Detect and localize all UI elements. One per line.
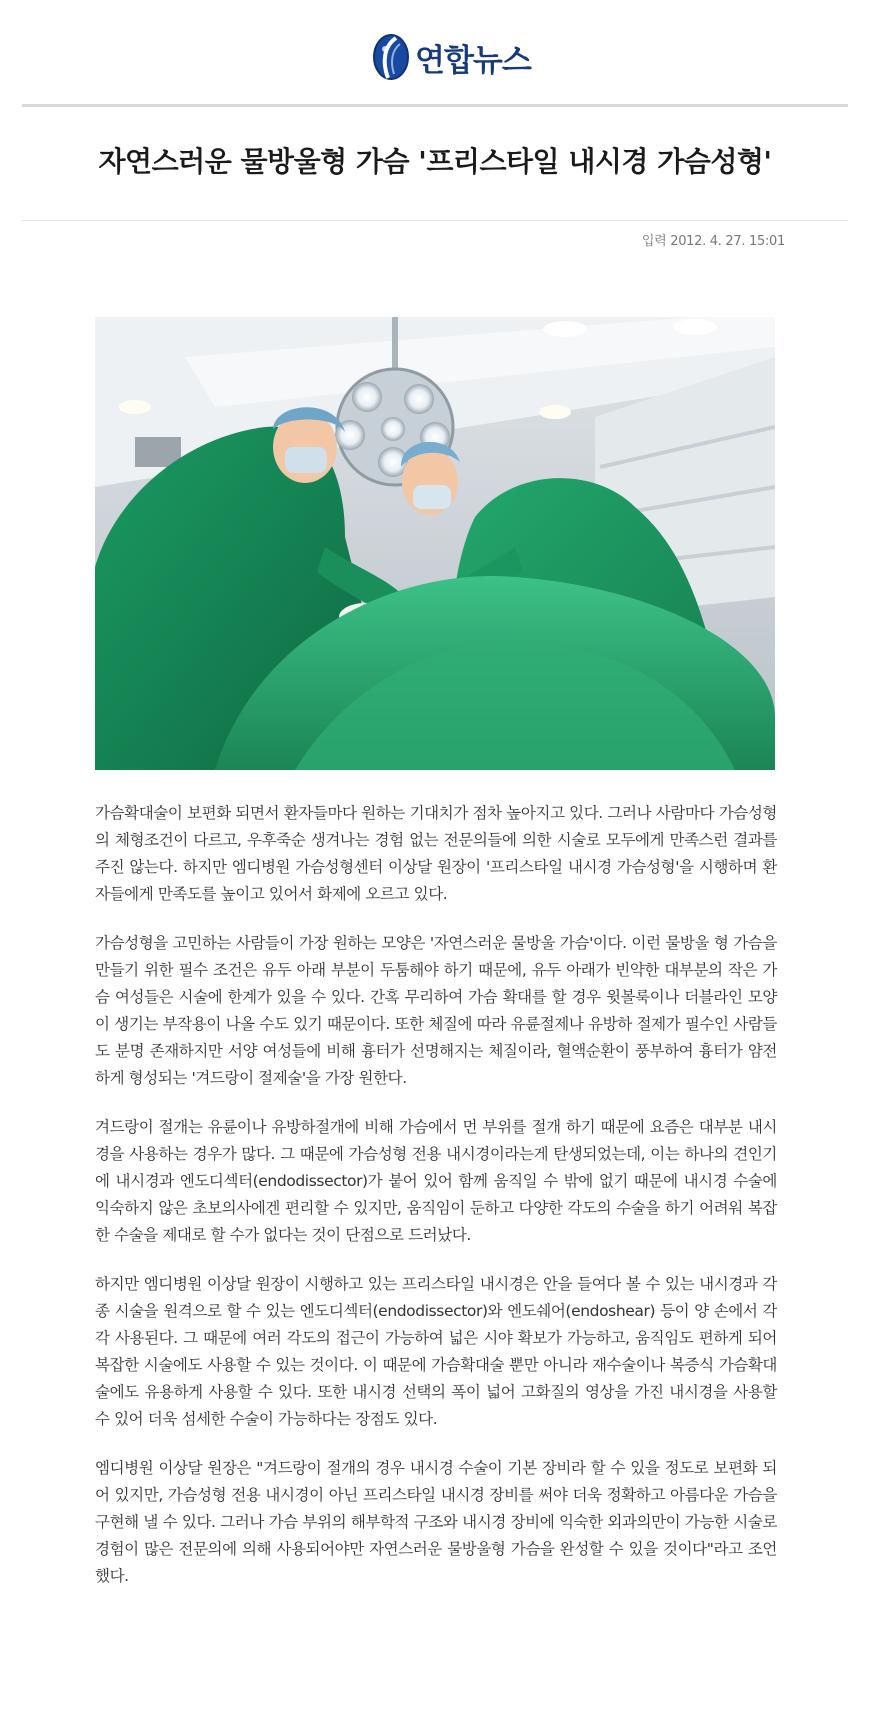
published-date: 입력 2012. 4. 27. 15:01 (641, 234, 785, 249)
yonhap-logo[interactable] (370, 32, 531, 82)
article-paragraph: 겨드랑이 절개는 유륜이나 유방하절개에 비해 가슴에서 먼 부위를 절개 하기 때문에 요즘은 대부분 내시경을 사용하는 경우가 많다. 그 때문에 가슴성형 전용 내시경이라는게 탄생되었는데, 이는 하나의 견인기에 내시경과 엔도디섹터(endodissector)가 붙어 있어 함께 움직일 수 밖에 없기 때문에 내시경 수술에 익숙하지 않은 초보의사에겐 편리할 수 있지만, 움직임이 둔하고 다양한 각도의 수술을 하기 어려워 복잡한 수술을 제대로 할 수가 없다는 것이 단점으로 드러났다. (95, 1118, 777, 1244)
logo-wordmark: 연합뉴스 (415, 42, 531, 79)
masthead-divider (22, 104, 848, 107)
headline-divider (22, 220, 848, 221)
article-photo[interactable] (95, 317, 775, 770)
article-paragraph: 하지만 엠디병원 이상달 원장이 시행하고 있는 프리스타일 내시경은 안을 들여다 볼 수 있는 내시경과 각종 시술을 원격으로 할 수 있는 엔도디섹터(endodissector)와 엔도쉐어(endoshear) 등이 양 손에서 각각 사용된다. 그 때문에 여러 각도의 접근이 가능하여 넓은 시야 확보가 가능하고, 움직임도 편하게 되어 복잡한 시술에도 사용할 수 있는 것이다. 이 때문에 가슴확대술 뿐만 아니라 재수술이나 복증식 가슴확대술에도 유용하게 사용할 수 있다. 또한 내시경 선택의 폭이 넓어 고화질의 영상을 가진 내시경을 사용할 수 있어 더욱 섬세한 수술이 가능하다는 장점도 있다. (95, 1275, 777, 1428)
yonhap-globe-logo-icon (370, 32, 412, 82)
article-headline: 자연스러운 물방울형 가슴 '프리스타일 내시경 가슴성형' (98, 145, 772, 178)
article-body (95, 800, 777, 1612)
article-paragraph: 가슴성형을 고민하는 사람들이 가장 원하는 모양은 '자연스러운 물방울 가슴'이다. 이런 물방울 형 가슴을 만들기 위한 필수 조건은 유두 아래 부분이 두툼해야 하기 때문에, 유두 아래가 빈약한 대부분의 작은 가슴 여성들은 시술에 한계가 있을 수 있다. 간혹 무리하여 가슴 확대를 할 경우 윗볼룩이나 더블라인 모양이 생기는 부작용이 나올 수도 있기 때문이다. 또한 체질에 따라 유륜절제나 유방하 절제가 필수인 사람들도 분명 존재하지만 서양 여성들에 비해 흉터가 선명해지는 체질이라, 혈액순환이 풍부하여 흉터가 얌전하게 형성되는 '겨드랑이 절제술'을 가장 원한다. (95, 934, 777, 1087)
article-paragraph: 엠디병원 이상달 원장은 "겨드랑이 절개의 경우 내시경 수술이 기본 장비라 할 수 있을 정도로 보편화 되어 있지만, 가슴성형 전용 내시경이 아닌 프리스타일 내시경 장비를 써야 더욱 정확하고 아름다운 가슴을 구현해 낼 수 있다. 그러나 가슴 부위의 해부학적 구조와 내시경 장비에 익숙한 외과의만이 가능한 시술로 경험이 많은 전문의에 의해 사용되어야만 자연스러운 물방울형 가슴을 완성할 수 있을 것이다"라고 조언했다. (95, 1459, 777, 1585)
surgery-scene-illustration (95, 317, 775, 770)
masthead (22, 0, 848, 107)
article-paragraph: 가슴확대술이 보편화 되면서 환자들마다 원하는 기대치가 점차 높아지고 있다. 그러나 사람마다 가슴성형의 체형조건이 다르고, 우후죽순 생겨나는 경험 없는 전문의들에 의한 시술로 모두에게 만족스런 결과를 주진 않는다. 하지만 엠디병원 가슴성형센터 이상달 원장이 '프리스타일 내시경 가슴성형'을 시행하며 환자들에게 만족도를 높이고 있어서 화제에 오르고 있다. (95, 804, 777, 903)
